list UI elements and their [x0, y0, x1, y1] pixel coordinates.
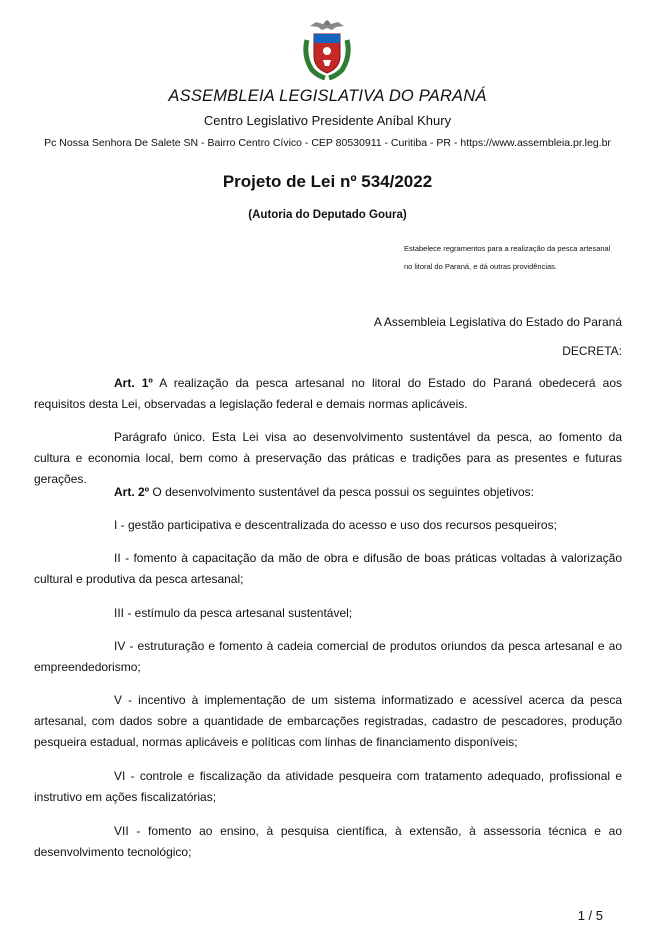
- article-2-item-v: V - incentivo à implementação de um sistema informatizado e acessível acerca da pesca artesanal, com dados sobre a quantidade de embarcações registradas, cadastro de pescadores, produção pesqueira estadual, normas aplicáveis e políticas com linhas de financiamento disponíveis;: [34, 693, 622, 749]
- article-2-item-ii: II - fomento à capacitação da mão de obra e difusão de boas práticas voltadas à valorização cultural e produtiva da pesca artesanal;: [34, 551, 622, 586]
- article-1-text: A realização da pesca artesanal no litoral do Estado do Paraná obedecerá aos requisitos desta Lei, observadas a legislação federal e demais normas aplicáveis.: [34, 376, 622, 411]
- bill-author: (Autoria do Deputado Goura): [248, 209, 407, 221]
- legislative-center-name: Centro Legislativo Presidente Aníbal Khury: [203, 113, 452, 128]
- bill-summary-line-2: no litoral do Paraná, e dá outras providências.: [404, 262, 558, 271]
- bill-summary-line-1: Estabelece regramentos para a realização da pesca artesanal: [404, 244, 611, 253]
- bill-title: Projeto de Lei nº 534/2022: [222, 172, 433, 191]
- article-2-item-i: I - gestão participativa e descentralizada do acesso e uso dos recursos pesqueiros;: [114, 518, 557, 532]
- page-indicator: 1 / 5: [577, 908, 603, 923]
- article-2-item-iii: III - estímulo da pesca artesanal sustentável;: [114, 606, 353, 620]
- article-2-text: O desenvolvimento sustentável da pesca possui os seguintes objetivos:: [149, 485, 534, 499]
- article-2-item-vi: VI - controle e fiscalização da atividade pesqueira com tratamento adequado, profissional e instrutivo em ações fiscalizatórias;: [34, 769, 622, 804]
- assembly-name: ASSEMBLEIA LEGISLATIVA DO PARANÁ: [168, 87, 487, 105]
- decreta-label: DECRETA:: [562, 344, 622, 358]
- enactment-clause: A Assembleia Legislativa do Estado do Paraná: [373, 315, 622, 329]
- article-1: [34, 373, 622, 415]
- assembly-address: Pc Nossa Senhora De Salete SN - Bairro Centro Cívico - CEP 80530911 - Curitiba - PR - https://www.assembleia.pr.leg.br: [44, 137, 611, 149]
- bill-summary: [404, 240, 626, 276]
- article-1-label: Art. 1º: [114, 376, 153, 390]
- article-2-item-vii: VII - fomento ao ensino, à pesquisa científica, à extensão, à assessoria técnica e ao desenvolvimento tecnológico;: [34, 824, 622, 859]
- article-2: [34, 482, 622, 503]
- article-2-label: Art. 2º: [114, 485, 150, 499]
- article-2-item-iv: IV - estruturação e fomento à cadeia comercial de produtos oriundos da pesca artesanal e ao empreendedorismo;: [34, 639, 622, 674]
- article-1-sole-paragraph: Parágrafo único. Esta Lei visa ao desenvolvimento sustentável da pesca, ao fomento da cultura e economia local, bem como à preservação das práticas e tradições para as presentes e futuras gerações.: [34, 430, 622, 486]
- parana-coat-of-arms-icon: [298, 18, 356, 80]
